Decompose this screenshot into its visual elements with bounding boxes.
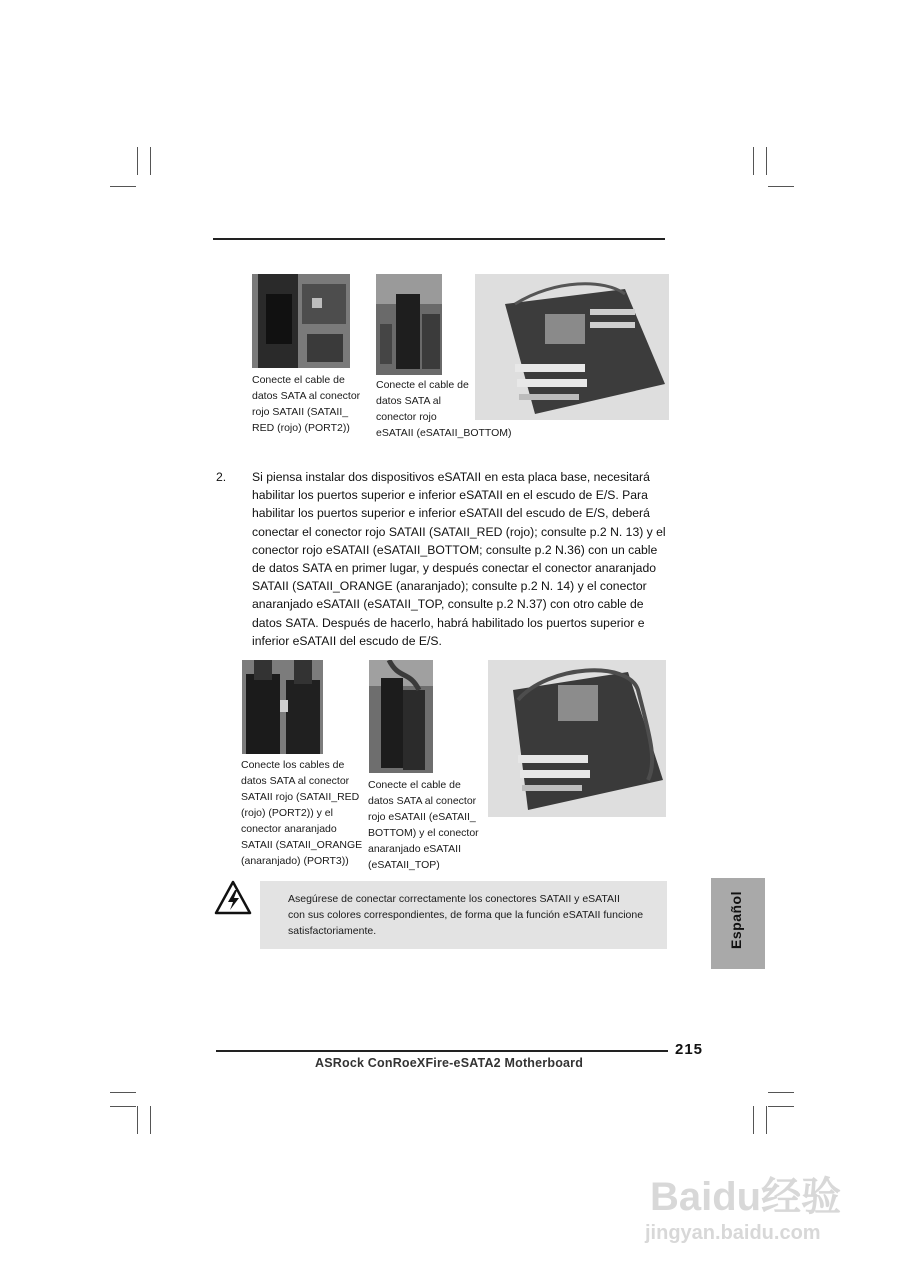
watermark-url: jingyan.baidu.com	[645, 1222, 821, 1244]
footer-rule	[216, 1050, 668, 1052]
step-number: 2.	[216, 470, 227, 484]
watermark-brand: Baidu经验	[650, 1175, 842, 1219]
photo-esata-connectors-bottom-2	[369, 660, 433, 773]
caption-top-1: Conecte el cable de datos SATA al conector rojo SATAII (SATAII_ RED (rojo) (PORT2))	[252, 374, 361, 434]
language-tab-label: Español	[728, 891, 744, 949]
page-number: 215	[675, 1041, 704, 1058]
photo-sata-connectors-bottom-1	[242, 660, 323, 754]
note-text: Asegúrese de conectar correctamente los conectores SATAII y eSATAII con sus colores correspondientes, de forma que la función eSATAII funcione satisfactoriamente.	[288, 893, 644, 937]
caption-top-2: Conecte el cable de datos SATA al conector rojo eSATAII (eSATAII_BOTTOM)	[376, 379, 512, 439]
header-rule	[213, 238, 665, 240]
caption-bottom-1: Conecte los cables de datos SATA al conector SATAII rojo (SATAII_RED (rojo) (PORT2)) y el conector anaranjado SATAII (SATAII_ORANGE (anaranjado) (PORT3))	[241, 759, 363, 867]
caption-bottom-2: Conecte el cable de datos SATA al conector rojo eSATAII (eSATAII_ BOTTOM) y el conector anaranjado eSATAII (eSATAII_TOP)	[368, 779, 479, 871]
photo-esata-connector-top-2	[376, 274, 442, 375]
footer-title: ASRock ConRoeXFire-eSATA2 Motherboard	[315, 1056, 584, 1070]
step-paragraph: Si piensa instalar dos dispositivos eSATAII en esta placa base, necesitará habilitar los puertos superior e inferior eSATAII en el escudo de E/S. Para habilitar los puertos superior e inferior eSATAII del escudo de E/S, deberá conectar el conector rojo SATAII (SATAII_RED (rojo); consulte p.2 N. 13) y el conector rojo eSATAII (eSATAII_BOTTOM; consulte p.2 N.36) con un cable de datos SATA en primer lugar, y después conectar el conector anaranjado SATAII (SATAII_ORANGE (anaranjado); consulte p.2 N. 14) y el conector anaranjado eSATAII (eSATAII_TOP, consulte p.2 N.37) con otro cable de datos SATA. Después de hacerlo, habrá habilitado los puertos superior e inferior eSATAII del escudo de E/S.	[252, 470, 666, 648]
photo-motherboard-bottom	[488, 660, 666, 817]
warning-lightning-icon	[214, 880, 252, 916]
photo-sata-connector-top-1	[252, 274, 350, 368]
